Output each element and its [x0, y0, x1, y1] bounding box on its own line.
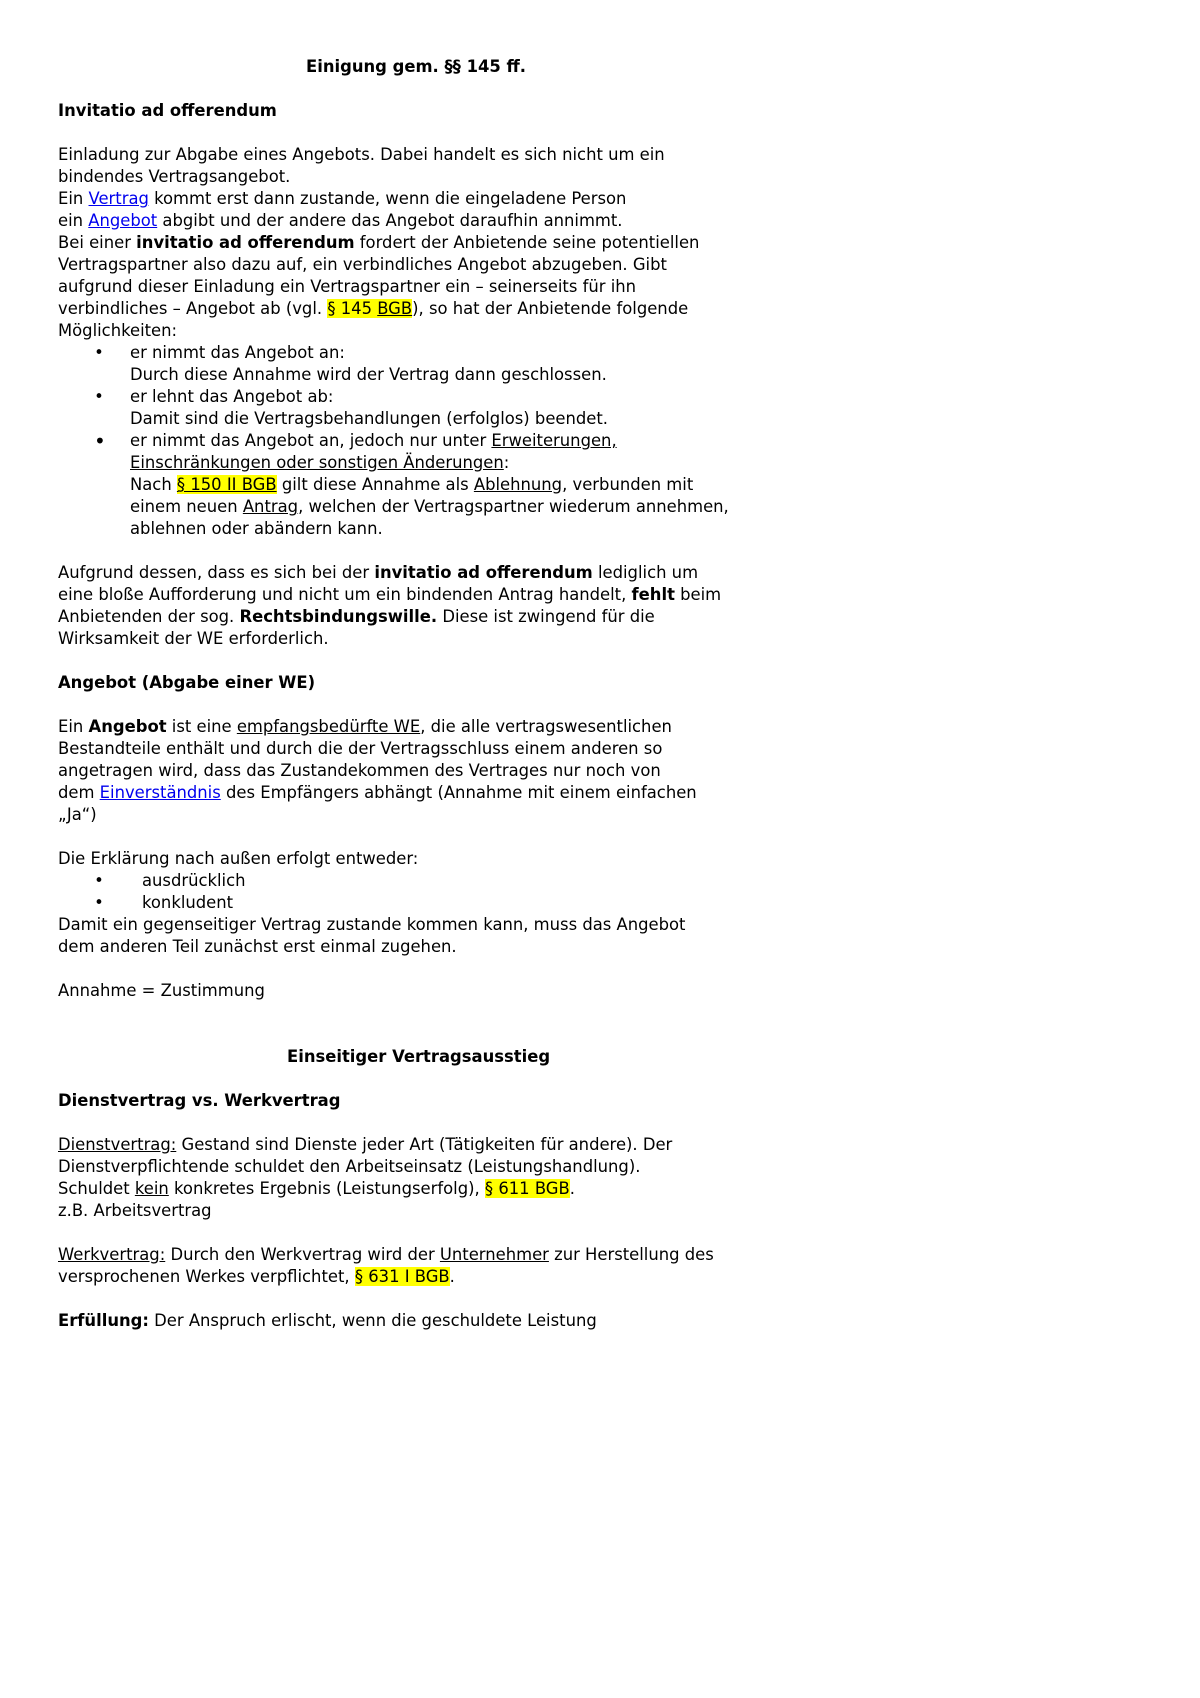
- paragraph-line: verbindliches – Angebot ab (vgl. § 145 BGB), so hat der Anbietende folgende: [58, 299, 689, 318]
- list-item: • er nimmt das Angebot an:: [94, 343, 345, 362]
- paragraph-line: versprochenen Werkes verpflichtet, § 631 I BGB.: [58, 1267, 455, 1286]
- list-item-detail: einem neuen Antrag, welchen der Vertragspartner wiederum annehmen,: [130, 497, 729, 516]
- paragraph-line: „Ja“): [58, 805, 97, 824]
- paragraph-line: Schuldet kein konkretes Ergebnis (Leistungserfolg), § 611 BGB.: [58, 1179, 575, 1198]
- paragraph-line: dem Einverständnis des Empfängers abhängt (Annahme mit einem einfachen: [58, 783, 697, 802]
- paragraph-line: Möglichkeiten:: [58, 321, 178, 340]
- link-einverstaendnis[interactable]: Einverständnis: [99, 783, 221, 802]
- heading-dienst-werk: Dienstvertrag vs. Werkvertrag: [58, 1091, 341, 1110]
- paragraph-line: angetragen wird, dass das Zustandekommen des Vertrages nur noch von: [58, 761, 661, 780]
- paragraph-line: Erfüllung: Der Anspruch erlischt, wenn die geschuldete Leistung: [58, 1311, 597, 1330]
- paragraph-line: Dienstvertrag: Gestand sind Dienste jeder Art (Tätigkeiten für andere). Der: [58, 1135, 673, 1154]
- bullet-icon: •: [94, 871, 104, 890]
- list-item-detail: Nach § 150 II BGB gilt diese Annahme als Ablehnung, verbunden mit: [130, 475, 694, 494]
- highlight-150: § 150 II BGB: [176, 475, 277, 494]
- bullet-icon: •: [94, 387, 104, 406]
- paragraph-line: Wirksamkeit der WE erforderlich.: [58, 629, 329, 648]
- heading-angebot: Angebot (Abgabe einer WE): [58, 673, 316, 692]
- paragraph-line: bindendes Vertragsangebot.: [58, 167, 291, 186]
- paragraph-line: Einladung zur Abgabe eines Angebots. Dabei handelt es sich nicht um ein: [58, 145, 665, 164]
- link-angebot[interactable]: Angebot: [88, 211, 158, 230]
- paragraph-line: eine bloße Aufforderung und nicht um ein bindenden Antrag handelt, fehlt beim: [58, 585, 722, 604]
- highlight-631: § 631 I BGB: [354, 1267, 450, 1286]
- paragraph-line: Bestandteile enthält und durch die der Vertragsschluss einem anderen so: [58, 739, 663, 758]
- paragraph-line: Bei einer invitatio ad offerendum fordert der Anbietende seine potentiellen: [58, 233, 700, 252]
- paragraph-line: Die Erklärung nach außen erfolgt entweder:: [58, 849, 419, 868]
- paragraph-line: Vertragspartner also dazu auf, ein verbindliches Angebot abzugeben. Gibt: [58, 255, 667, 274]
- paragraph-line: Anbietenden der sog. Rechtsbindungswille. Diese ist zwingend für die: [58, 607, 655, 626]
- list-item-detail: Einschränkungen oder sonstigen Änderungen:: [130, 453, 510, 472]
- bullet-icon: •: [94, 893, 104, 912]
- bullet-icon: •: [94, 343, 104, 362]
- paragraph-line: Ein Vertrag kommt erst dann zustande, wenn die eingeladene Person: [58, 189, 627, 208]
- paragraph-line: Dienstverpflichtende schuldet den Arbeitseinsatz (Leistungshandlung).: [58, 1157, 641, 1176]
- paragraph-line: Damit ein gegenseitiger Vertrag zustande kommen kann, muss das Angebot: [58, 915, 686, 934]
- list-item-detail: Durch diese Annahme wird der Vertrag dann geschlossen.: [130, 365, 607, 384]
- paragraph-line: Aufgrund dessen, dass es sich bei der invitatio ad offerendum lediglich um: [58, 563, 699, 582]
- paragraph-line: dem anderen Teil zunächst erst einmal zugehen.: [58, 937, 457, 956]
- paragraph-line: aufgrund dieser Einladung ein Vertragspartner ein – seinerseits für ihn: [58, 277, 637, 296]
- bullet-icon: •: [94, 429, 106, 453]
- highlight-bgb: BGB: [377, 299, 413, 318]
- list-item: • er nimmt das Angebot an, jedoch nur unter Erweiterungen,: [94, 429, 617, 453]
- list-item-detail: Damit sind die Vertragsbehandlungen (erfolglos) beendet.: [130, 409, 609, 428]
- page-title: Einigung gem. §§ 145 ff.: [306, 57, 526, 76]
- highlight-145: § 145: [327, 299, 378, 318]
- list-item: • er lehnt das Angebot ab:: [94, 387, 334, 406]
- section-title: Einseitiger Vertragsausstieg: [287, 1047, 551, 1066]
- list-item: • ausdrücklich: [94, 871, 246, 890]
- highlight-611: § 611 BGB: [484, 1179, 570, 1198]
- paragraph-line: Werkvertrag: Durch den Werkvertrag wird der Unternehmer zur Herstellung des: [58, 1245, 714, 1264]
- paragraph-line: ein Angebot abgibt und der andere das Angebot daraufhin annimmt.: [58, 211, 623, 230]
- paragraph-line: Ein Angebot ist eine empfangsbedürfte WE, die alle vertragswesentlichen: [58, 717, 672, 736]
- document-content: [58, 56, 818, 1332]
- paragraph-line: Annahme = Zustimmung: [58, 981, 265, 1000]
- link-vertrag[interactable]: Vertrag: [88, 189, 149, 208]
- list-item-detail: ablehnen oder abändern kann.: [130, 519, 383, 538]
- paragraph-line: z.B. Arbeitsvertrag: [58, 1201, 212, 1220]
- list-item: • konkludent: [94, 893, 234, 912]
- heading-invitatio: Invitatio ad offerendum: [58, 101, 277, 120]
